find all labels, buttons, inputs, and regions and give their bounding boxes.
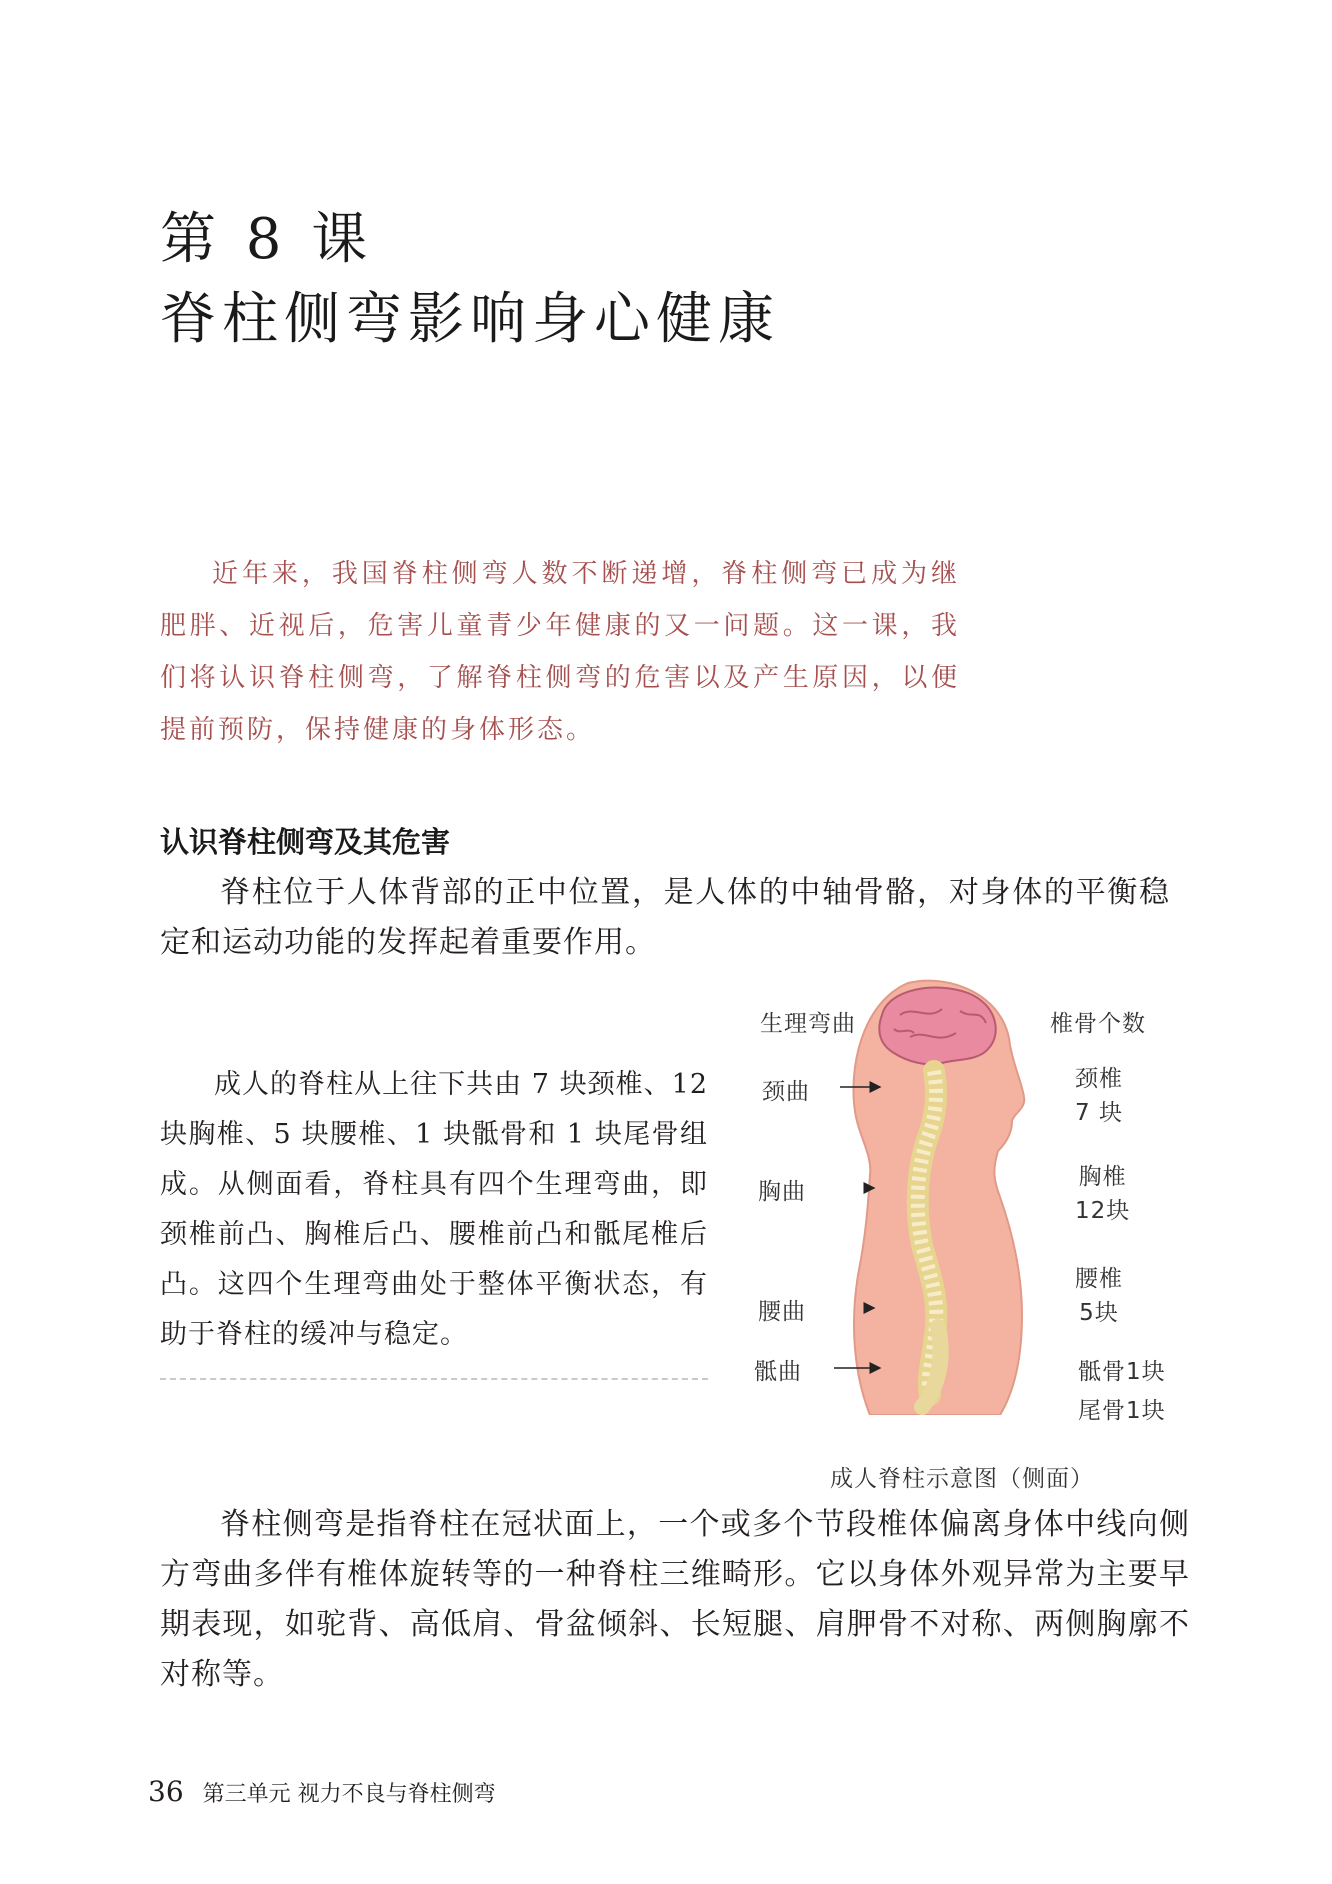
brain-icon	[879, 988, 995, 1065]
curve-label-lumbar: 腰曲	[758, 1299, 806, 1325]
count-thoracic: 胸椎 12块	[1075, 1164, 1131, 1224]
body-paragraph-3: 脊柱侧弯是指脊柱在冠状面上，一个或多个节段椎体偏离身体中线向侧方弯曲多伴有椎体旋转等的一种脊柱三维畸形。它以身体外观异常为主要早期表现，如驼背、高低肩、骨盆倾斜、长短腿、肩胛骨不对称、两侧胸廓不对称等。	[160, 1507, 1190, 1692]
lesson-number: 第 8 课	[160, 207, 374, 272]
figure-arrows	[810, 1070, 890, 1380]
curve-label-sacral: 骶曲	[754, 1359, 802, 1385]
section-heading: 认识脊柱侧弯及其危害	[160, 825, 451, 859]
count-coccyx: 尾骨1块	[1078, 1398, 1166, 1424]
curve-label-thoracic: 胸曲	[758, 1179, 806, 1205]
page-number: 36	[148, 1775, 184, 1808]
curve-label-cervical: 颈曲	[762, 1079, 810, 1105]
count-sacrum: 骶骨1块	[1078, 1359, 1166, 1385]
count-lumbar: 腰椎 5块	[1075, 1266, 1123, 1326]
figure-right-header: 椎骨个数	[1050, 1011, 1146, 1037]
figure-left-header: 生理弯曲	[760, 1011, 856, 1037]
intro-paragraph: 近年来，我国脊柱侧弯人数不断递增，脊柱侧弯已成为继肥胖、近视后，危害儿童青少年健康的又一问题。这一课，我们将认识脊柱侧弯，了解脊柱侧弯的危害以及产生原因，以便提前预防，保持健康的身体形态。	[160, 559, 960, 745]
dashed-divider	[160, 1378, 708, 1380]
figure-caption: 成人脊柱示意图（侧面）	[830, 1466, 1094, 1492]
lesson-title: 脊柱侧弯影响身心健康	[160, 287, 780, 352]
page-footer	[148, 1775, 496, 1808]
body-paragraph-1: 脊柱位于人体背部的正中位置，是人体的中轴骨骼，对身体的平衡稳定和运动功能的发挥起着重要作用。	[160, 875, 1170, 960]
unit-title: 第三单元 视力不良与脊柱侧弯	[202, 1782, 496, 1807]
body-paragraph-2: 成人的脊柱从上往下共由 7 块颈椎、12 块胸椎、5 块腰椎、1 块骶骨和 1 块尾骨组成。从侧面看，脊柱具有四个生理弯曲，即颈椎前凸、胸椎后凸、腰椎前凸和骶尾椎后凸。这四个生理弯曲处于整体平衡状态，有助于脊柱的缓冲与稳定。	[160, 1069, 708, 1350]
count-cervical: 颈椎 7 块	[1075, 1066, 1123, 1126]
